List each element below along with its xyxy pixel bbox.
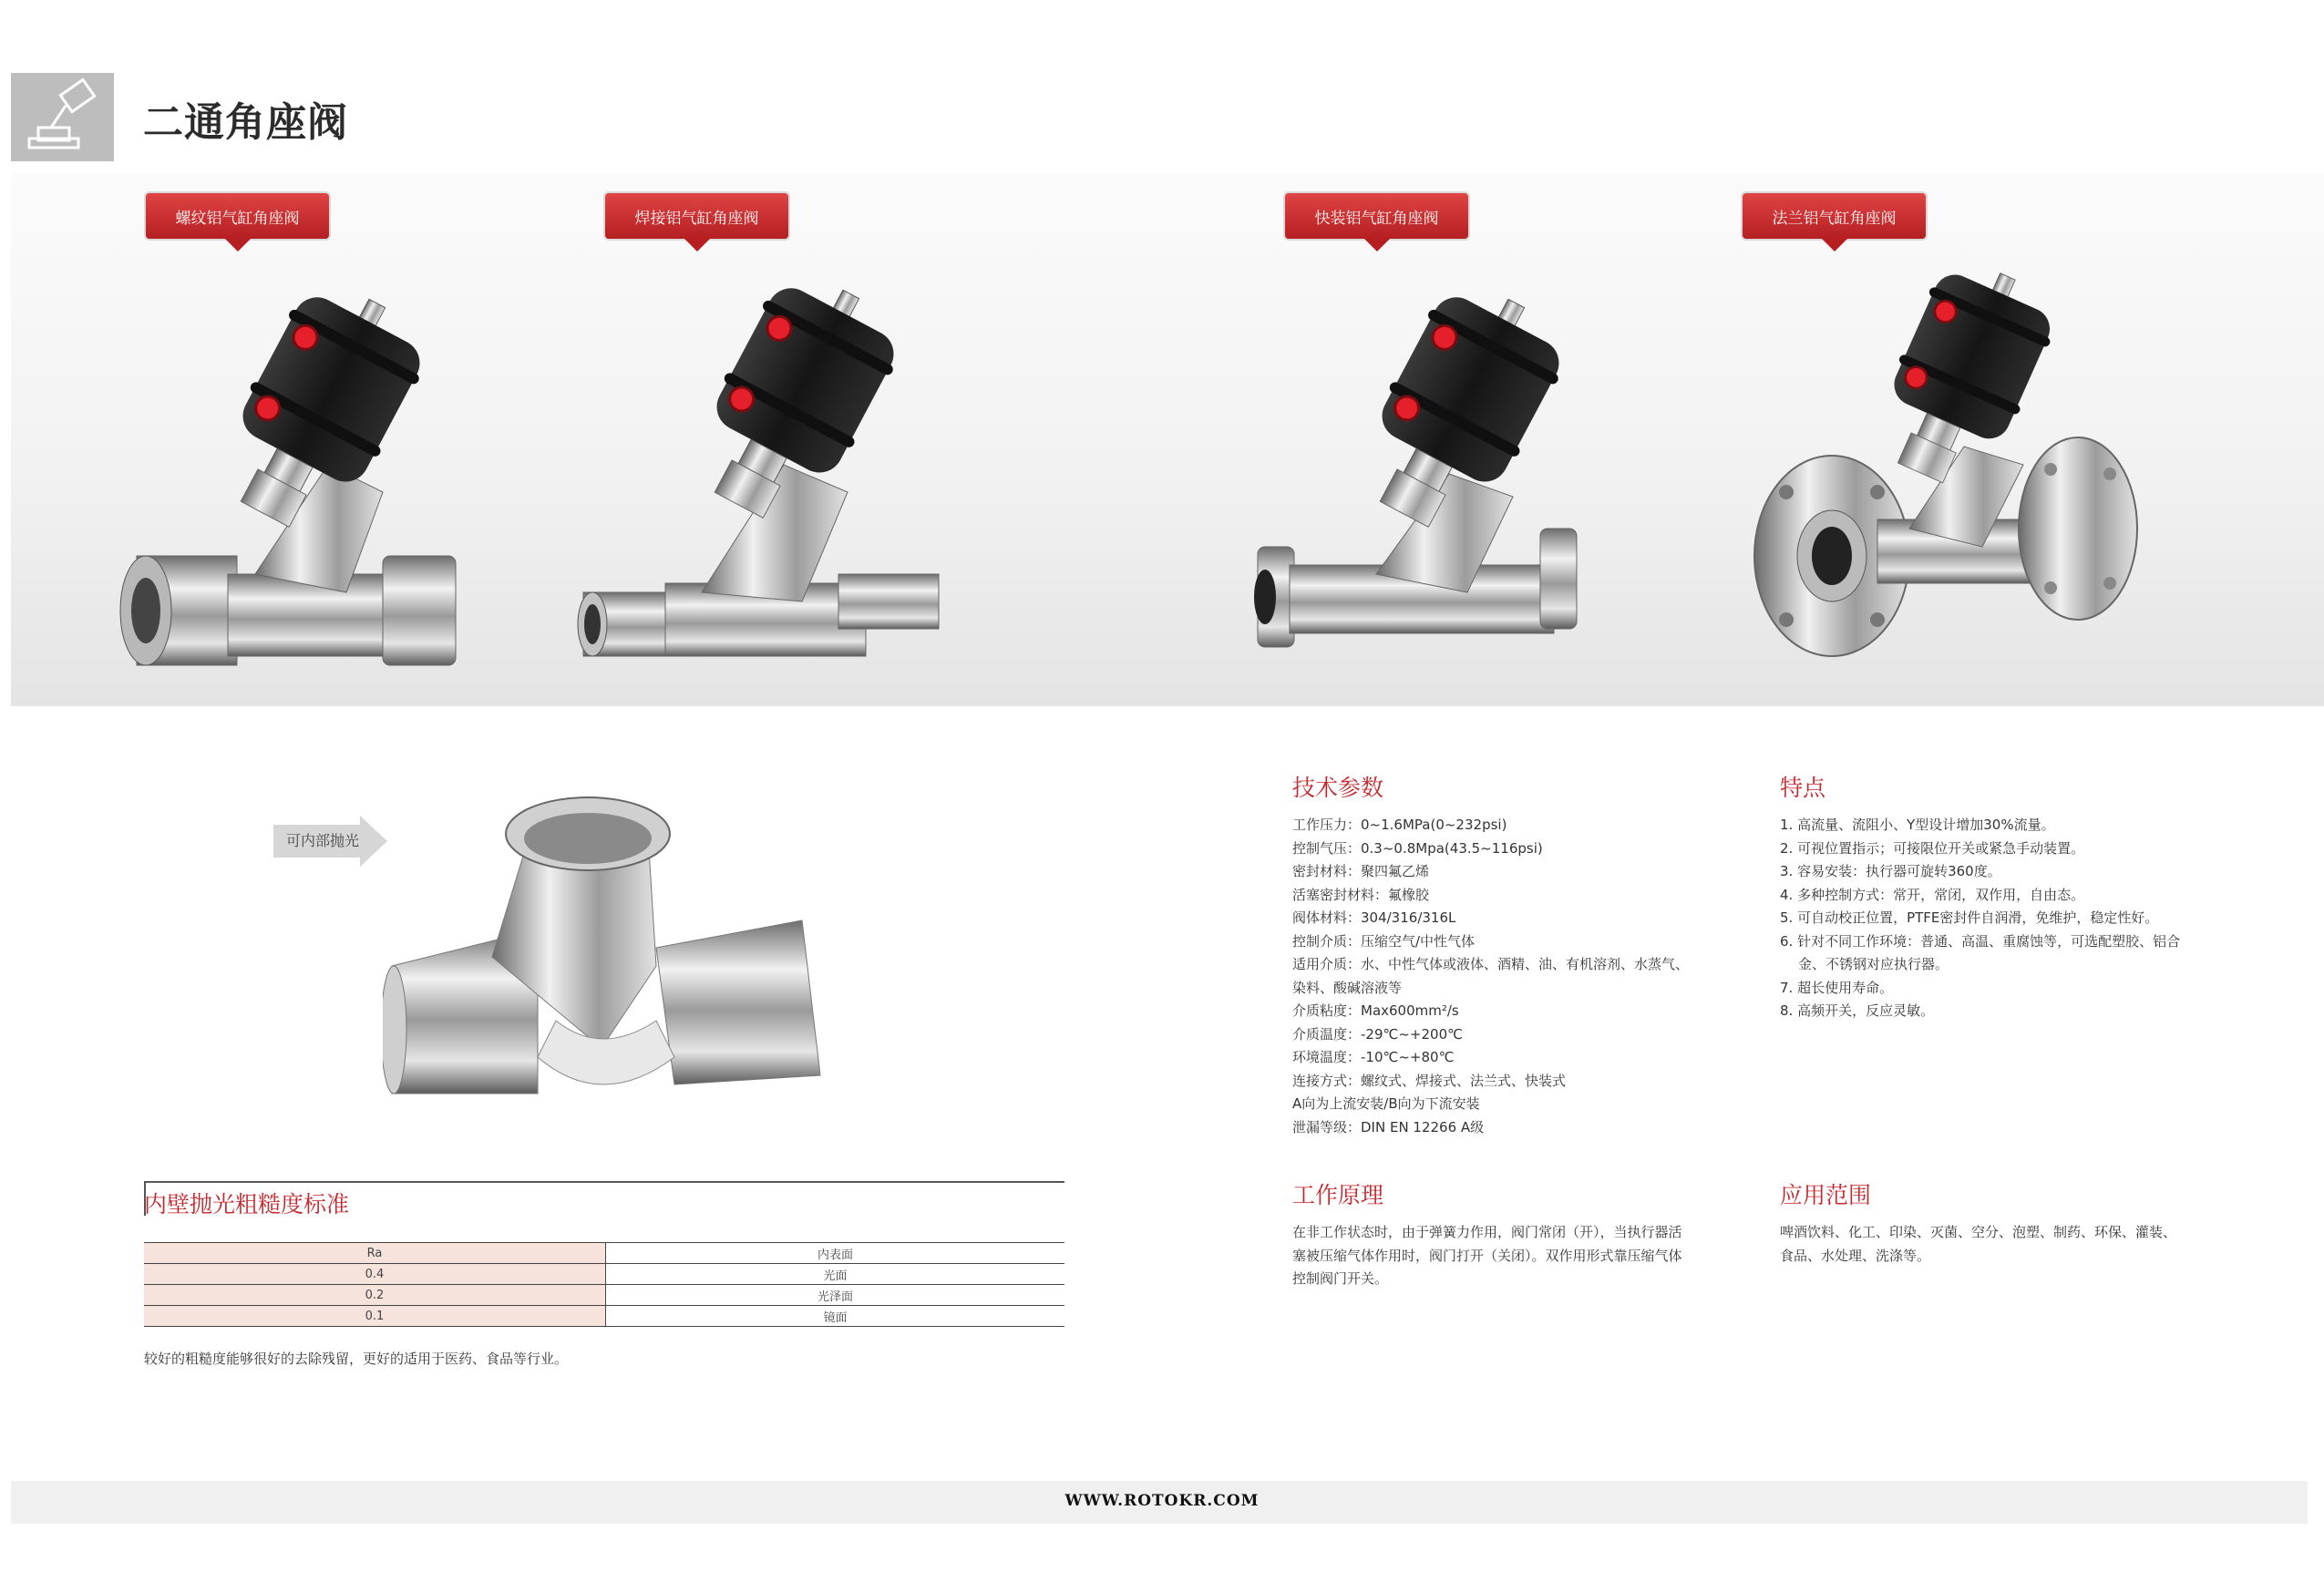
list-item: 3. 容易安装：执行器可旋转360度。 [1780, 863, 2001, 879]
roughness-note: 较好的粗糙度能够很好的去除残留，更好的适用于医药、食品等行业。 [144, 1351, 569, 1367]
principle-text [1292, 1221, 1682, 1291]
list-item: 泄漏等级：DIN EN 12266 A级 [1292, 1118, 1485, 1135]
list-item: 在非工作状态时，由于弹簧力作用，阀门常闭（开），当执行器活 [1292, 1224, 1682, 1240]
roughness-title: 内壁抛光粗糙度标准 [144, 1191, 350, 1218]
page-title: 二通角座阀 [143, 99, 348, 146]
weld-valve-image [565, 255, 984, 683]
list-item: 食品、水处理、洗涤等。 [1780, 1247, 1931, 1264]
list-item: 介质温度：-29℃~+200℃ [1292, 1025, 1463, 1043]
list-item: 1. 高流量、流阻小、Y型设计增加30%流量。 [1780, 817, 2055, 833]
roughness-top-rule [144, 1181, 1064, 1183]
table-cell: 内表面 [606, 1243, 1065, 1264]
list-item: 工作压力：0~1.6MPa(0~232psi) [1292, 817, 1507, 833]
table-row [144, 1243, 1064, 1264]
cutaway-valve-image [383, 784, 857, 1130]
list-item: 4. 多种控制方式：常开，常闭，双作用，自由态。 [1780, 886, 2085, 903]
header-icon-box [11, 73, 114, 161]
tech-title: 技术参数 [1292, 775, 1384, 801]
list-item: 6. 针对不同工作环境：普通、高温、重腐蚀等，可选配塑胶、铝合 [1780, 932, 2181, 950]
application-title: 应用范围 [1780, 1182, 1872, 1208]
table-cell: 0.2 [144, 1285, 606, 1306]
list-item: 控制气压：0.3~0.8Mpa(43.5~116psi) [1292, 839, 1543, 857]
list-item: 介质粘度：Max600mm²/s [1292, 1002, 1459, 1019]
list-item: 阀体材料：304/316/316L [1292, 909, 1456, 926]
polish-label: 可内部抛光 [285, 832, 359, 849]
list-item: 环境温度：-10℃~+80℃ [1292, 1049, 1455, 1065]
flange-valve-image [1750, 264, 2151, 693]
product-tag-thread: 螺纹铝气缸角座阀 [144, 191, 331, 241]
list-item: 控制阀门开关。 [1292, 1270, 1389, 1287]
table-row [144, 1285, 1064, 1306]
angle-seat-valve-icon [11, 73, 114, 161]
table-row [144, 1306, 1064, 1327]
table-cell: 镜面 [606, 1306, 1065, 1327]
list-item: 啤酒饮料、化工、印染、灭菌、空分、泡塑、制药、环保、灌装、 [1780, 1224, 2177, 1240]
features-list [1780, 814, 2180, 1023]
list-item: 塞被压缩气体作用时，阀门打开（关闭）。双作用形式靠压缩气体 [1292, 1247, 1682, 1264]
list-item: 8. 高频开关，反应灵敏。 [1780, 1002, 1935, 1019]
list-item: 7. 超长使用寿命。 [1780, 979, 1894, 996]
features-title: 特点 [1780, 775, 1826, 801]
thread-valve-image [109, 255, 492, 683]
clamp-valve-image [1239, 255, 1631, 683]
table-row [144, 1264, 1064, 1285]
application-text [1780, 1221, 2176, 1268]
table-cell: 0.1 [144, 1306, 606, 1327]
product-tag-clamp: 快装铝气缸角座阀 [1283, 191, 1470, 241]
table-cell: 光泽面 [606, 1285, 1065, 1306]
table-cell: 光面 [606, 1264, 1065, 1285]
list-item: A向为上流安装/B向为下流安装 [1292, 1095, 1480, 1112]
list-item: 控制介质：压缩空气/中性气体 [1292, 932, 1476, 950]
table-cell: 0.4 [144, 1264, 606, 1285]
tech-list [1292, 814, 1689, 1139]
list-item: 活塞密封材料：氟橡胶 [1292, 886, 1430, 903]
footer-url: WWW.ROTOKR.COM [1064, 1492, 1260, 1510]
list-item: 密封材料：聚四氟乙烯 [1292, 863, 1430, 879]
product-tag-flange: 法兰铝气缸角座阀 [1741, 191, 1928, 241]
product-tag-weld: 焊接铝气缸角座阀 [603, 191, 790, 241]
list-item: 染料、酸碱溶液等 [1292, 979, 1403, 996]
list-item: 5. 可自动校正位置，PTFE密封件自润滑，免维护，稳定性好。 [1780, 909, 2159, 926]
roughness-table [144, 1242, 1064, 1327]
list-item: 金、不锈钢对应执行器。 [1798, 956, 1949, 972]
list-item: 适用介质：水、中性气体或液体、酒精、油、有机溶剂、水蒸气、 [1292, 956, 1690, 972]
principle-title: 工作原理 [1292, 1182, 1384, 1208]
table-cell: Ra [144, 1243, 606, 1264]
list-item: 连接方式：螺纹式、焊接式、法兰式、快装式 [1292, 1072, 1567, 1089]
list-item: 2. 可视位置指示；可接限位开关或紧急手动装置。 [1780, 839, 2085, 857]
